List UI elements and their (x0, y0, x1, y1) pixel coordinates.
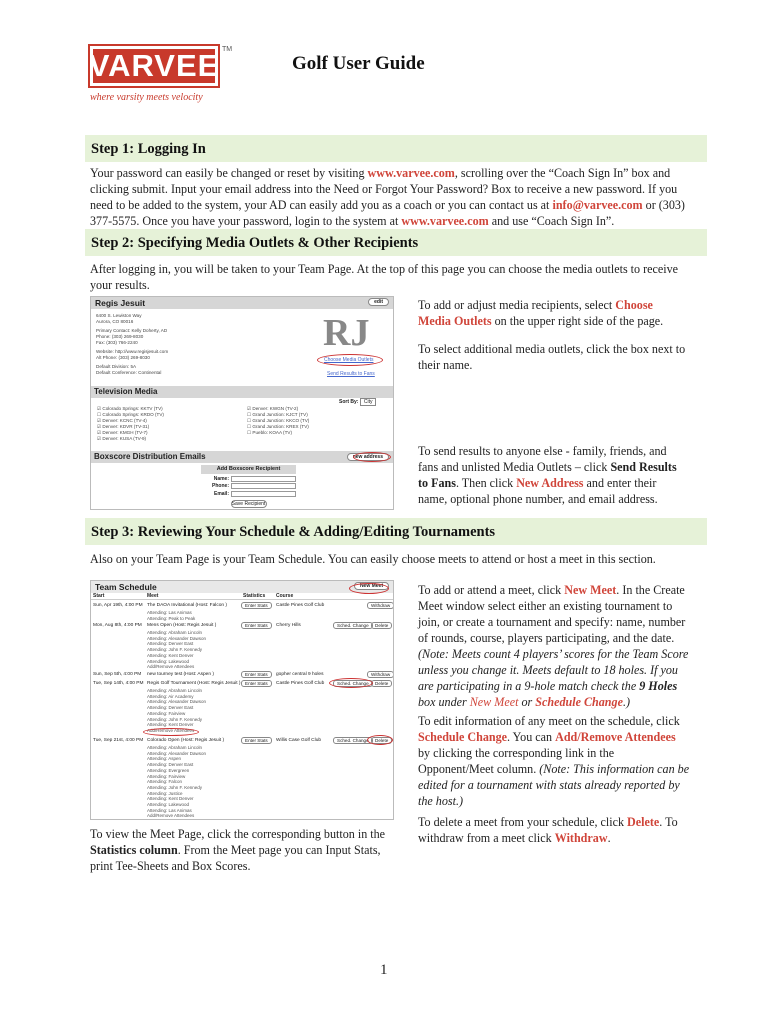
add-recipient-form: Add Boxscore Recipient Name: Phone: Email: Save Recipient (201, 465, 296, 508)
send-fans-link[interactable]: Send Results to Fans (327, 371, 375, 377)
name-input[interactable] (231, 476, 296, 482)
tv-item[interactable]: ☐ Grand Junction: KJCT (TV) (247, 412, 308, 417)
add-remove-attendees-link[interactable]: Add/Remove Attendees (147, 664, 195, 670)
team-schedule-screenshot: Team Schedule New Meet Start Meet Statistics Course Sun, Apr 19th, 4:00 PM The DAOA Invitational (Host: Falcon ) Enter Stats Castle Pines Golf Club Withdraw Attending: Las Animas Attending: Peak to Peak Mon, Aug 8th, 4:00 PM Mens Open (Host: Regis Jesuit ) Enter Stats Cherry Hills Sched. Change Delete Attending: Abraham Lincoln Attending: Alexander Dawson Attending: Denver East Attending: John F. Kennedy Attending: Kent Denver Attending: Lakewood Add/Remove Attendees Sun, Sep 5th, 4:00 PM new tourney test (Host: Aspen ) Enter Stats gopher central 9 holes Withdraw Tue, Sep 14th, 4:00 PM Regis Golf Tournament (Host: Regis Jesuit ) Enter Stats Castle Pines Golf Club Sched. Change Delete Attending: Abraham Lincoln Attending: Air Academy Attending: Alexander Dawson Attending: Denver East Attending: Fairview Attending: John F. Kennedy Attending: Kent Denver Add/Remove Attendees Tue, Sep 21st, 4:00 PM Colorado Open (Host: Regis Jesuit ) Enter Stats Willis Case Golf Club Sched. Change Delete Attending: Abraham Lincoln Attending: Alexander Dawson Attending: Aspen Attending: Denver East Attending: Evergreen Attending: Fairview Attending: Falcon Attending: John F. Kennedy Attending: Justice Attending: Kent Denver Attending: Lakewood Attending: Las Animas Add/Remove Attendees (90, 580, 394, 820)
step1-paragraph: Your password can easily be changed or reset by visiting www.varvee.com, scrolling over the “Coach Sign In” box and clicking submit. Input your email address into the Need or Forgot Your Password? Box to receive a new password. If you need to be added to the system, your AD can easily add you as a coach or you can contact us at info@varvee.com or (303) 377-5575. Once you have your password, login to the system at www.varvee.com and use “Coach Sign In”. (90, 166, 685, 228)
highlight-oval (143, 728, 199, 736)
logo-trademark: TM (222, 46, 233, 53)
edit-button[interactable]: edit (368, 298, 389, 306)
school-header (91, 297, 393, 309)
withdraw-button[interactable]: Withdraw (367, 671, 394, 678)
step1-heading: Step 1: Logging In (85, 135, 707, 162)
varvee-link-2[interactable]: www.varvee.com (401, 214, 489, 228)
tv-list-right (247, 406, 309, 436)
attendee-list: Attending: Abraham Lincoln Attending: Air Academy Attending: Alexander Dawson Attending: Denver East Attending: Fairview Attending: John F. Kennedy Attending: Kent Denver Add/Remove Attendees (147, 688, 207, 733)
media-instructions-1: To add or adjust media recipients, select Choose Media Outlets on the upper right side of the page. (418, 298, 664, 328)
schedule-title: Team Schedule New Meet (91, 581, 393, 593)
tv-item[interactable]: ☐ Grand Junction: KREX (TV) (247, 424, 309, 429)
tv-item[interactable]: ☑ Denver: KDVR (TV-31) (97, 424, 150, 429)
step3-heading: Step 3: Reviewing Your Schedule & Adding/Editing Tournaments (85, 518, 707, 545)
logo-tagline: where varsity meets velocity (90, 92, 203, 103)
schedule-instructions-3: To delete a meet from your schedule, click Delete. To withdraw from a meet click Withdraw. (418, 815, 678, 845)
email-link[interactable]: info@varvee.com (552, 198, 643, 212)
withdraw-button[interactable]: Withdraw (367, 602, 394, 609)
attendee-list: Attending: Abraham Lincoln Attending: Alexander Dawson Attending: Aspen Attending: Denver East Attending: Evergreen Attending: Fairview Attending: Falcon Attending: John F. Kennedy Attending: Justice Attending: Kent Denver Attending: Lakewood Attending: Las Animas Add/Remove Attendees (147, 745, 207, 819)
media-instructions-3: To send results to anyone else - family, friends, and fans and unlisted Media Outlets – click Send Results to Fans. Then click New Address and enter their name, optional phone number, and email address. (418, 444, 677, 506)
varvee-logo (88, 46, 233, 103)
delete-button[interactable]: Delete (371, 737, 392, 744)
schedule-instructions-1: To add or attend a meet, click New Meet. In the Create Meet window select either an existing tournament to join, or create a tournament and specify: name, number of rounds, course, players participating, and the date. (Note: Meets count 4 players’ scores for the Team Score unless you change it. Meets default to 18 holes. If you are participating in a 9-hole match check the 9 Holes box under New Meet or Schedule Change.) (418, 583, 689, 709)
step2-heading: Step 2: Specifying Media Outlets & Other Recipients (85, 229, 707, 256)
highlight-oval (367, 735, 393, 745)
tv-item[interactable]: ☑ Denver: KUSA (TV-9) (97, 436, 147, 441)
add-remove-attendees-link[interactable]: Add/Remove Attendees (147, 727, 195, 733)
attendee-list: Attending: Abraham Lincoln Attending: Alexander Dawson Attending: Denver East Attending: John F. Kennedy Attending: Kent Denver Attending: Lakewood Add/Remove Attendees (147, 630, 207, 670)
sched-change-button[interactable]: Sched. Change (333, 622, 373, 629)
team-page-screenshot (90, 296, 394, 510)
tv-item[interactable]: ☑ Denver: KMGH (TV-7) (97, 430, 148, 435)
tv-item[interactable]: ☐ Pueblo: KOAA (TV) (247, 430, 292, 435)
boxscore-heading: Boxscore Distribution Emails new address (91, 451, 393, 463)
choose-media-link[interactable]: Choose Media Outlets (324, 357, 374, 363)
logo-wordmark: VARVEE (90, 46, 218, 86)
attendee-list: Attending: Las Animas Attending: Peak to Peak (147, 610, 196, 621)
schedule-columns: Start Meet Statistics Course (91, 593, 393, 600)
step2-intro: After logging in, you will be taken to your Team Page. At the top of this page you can choose the media outlets to receive your results. (90, 262, 679, 292)
enter-stats-button[interactable]: Enter Stats (241, 671, 272, 678)
tv-item[interactable]: ☑ Colorado Springs: KKTV (TV) (97, 406, 163, 411)
enter-stats-button[interactable]: Enter Stats (241, 737, 272, 744)
sched-change-button[interactable]: Sched. Change (333, 680, 373, 687)
add-remove-attendees-link[interactable]: Add/Remove Attendees (147, 813, 195, 819)
sort-by[interactable]: Sort By: City (339, 399, 376, 405)
phone-input[interactable] (231, 483, 296, 489)
highlight-oval (329, 678, 373, 688)
school-address: 6400 S. Lewiston Way Aurora, CO 80016 Primary Contact: Kelly Doherty, AD Phone: (303) 269-8030 Fax: (303) 766-2240 Website: http://www.regisjesuit.com Alt Phone: (303) 269-8030 Default Division: 5A Default Conference: Continental (96, 313, 169, 375)
tv-media-heading: Television Media (91, 386, 393, 398)
varvee-link[interactable]: www.varvee.com (367, 166, 455, 180)
enter-stats-button[interactable]: Enter Stats (241, 622, 272, 629)
step3-intro: Also on your Team Page is your Team Schedule. You can easily choose meets to attend or host a meet in this section. (90, 552, 656, 566)
enter-stats-button[interactable]: Enter Stats (241, 602, 272, 609)
highlight-oval (317, 354, 383, 366)
delete-button[interactable]: Delete (371, 622, 392, 629)
school-logo: RJ (323, 312, 370, 354)
tv-item[interactable]: ☐ Colorado Springs: KRDO (TV) (97, 412, 164, 417)
highlight-oval (349, 583, 389, 594)
page-title: Golf User Guide (292, 53, 425, 74)
tv-item[interactable]: ☑ Denver: KCNC (TV-4) (97, 418, 147, 423)
schedule-instructions-2: To edit information of any meet on the schedule, click Schedule Change. You can Add/Remove Attendees by clicking the corresponding link in the Opponent/Meet column. (Note: This information can be edited for a tournament with stats already reported by the host.) (418, 714, 690, 808)
email-input[interactable] (231, 491, 296, 497)
new-meet-button[interactable]: New Meet (354, 582, 389, 590)
enter-stats-button[interactable]: Enter Stats (241, 680, 272, 687)
tv-item[interactable]: ☑ Denver: KWGN (TV-2) (247, 406, 299, 411)
new-address-button[interactable]: new address (347, 453, 389, 461)
form-title: Add Boxscore Recipient (201, 465, 296, 474)
highlight-oval (353, 452, 391, 462)
save-recipient-button[interactable]: Save Recipient (231, 500, 266, 507)
sched-change-button[interactable]: Sched. Change (333, 737, 373, 744)
media-instructions-2: To select additional media outlets, click the box next to their name. (418, 342, 686, 372)
page-number: 1 (380, 962, 388, 978)
meet-page-instructions: To view the Meet Page, click the corresponding button in the Statistics column. From the Meet page you can Input Stats, print Tee-Sheets and Box Scores. (90, 827, 386, 873)
tv-item[interactable]: ☐ Grand Junction: KKCO (TV) (247, 418, 310, 423)
tv-list-left (97, 406, 164, 442)
school-name: Regis Jesuit (95, 298, 146, 308)
delete-button[interactable]: Delete (371, 680, 392, 687)
